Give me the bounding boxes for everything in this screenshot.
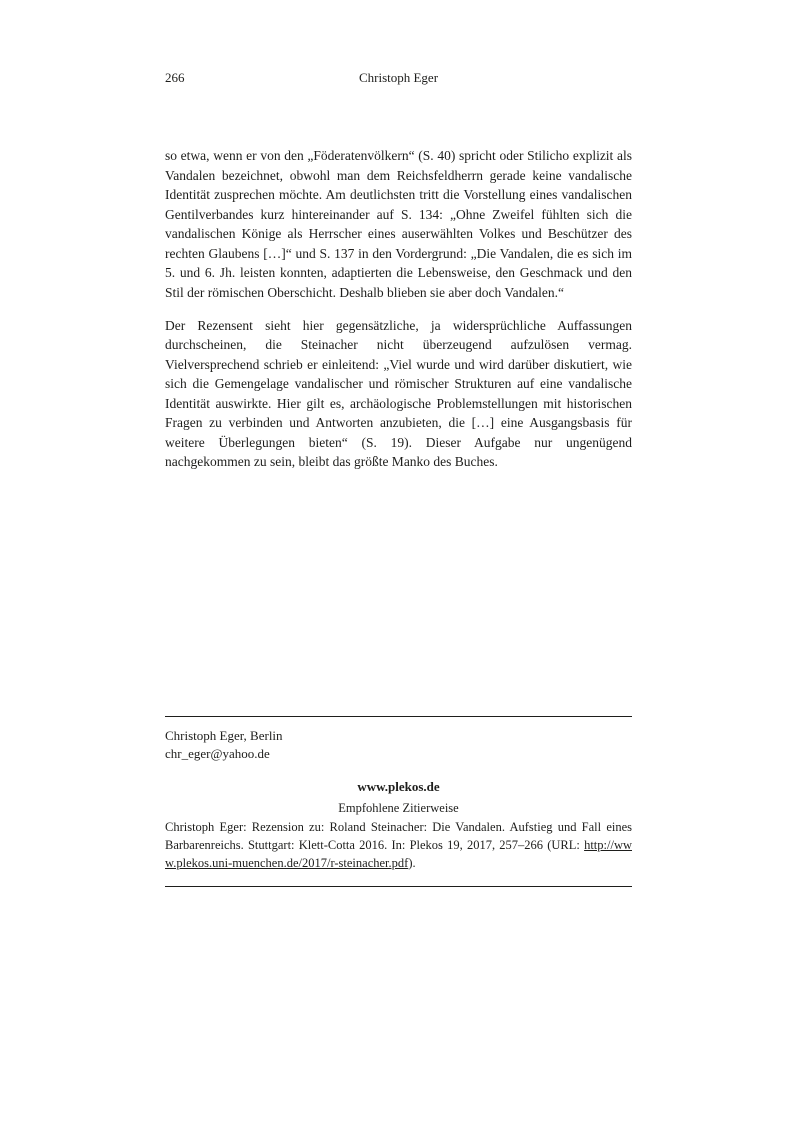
- content-column: [165, 70, 632, 485]
- footer-bottom-rule: [165, 886, 632, 887]
- body-paragraph: so etwa, wenn er von den „Föderatenvölkern“ (S. 40) spricht oder Stilicho explizit als Vandalen bezeichnet, obwohl man dem Reichsfeldherrn gerade keine vandalische Identität zusprechen möchte. Am deutlichsten tritt die Vorstellung eines vandalischen Gentilverbandes kurz hintereinander auf S. 134: „Ohne Zweifel fühlten sich die vandalischen Könige als Herrscher eines auserwählten Volkes und Beschützer des rechten Glaubens […]“ und S. 137 in den Vordergrund: „Die Vandalen, die es sich im 5. und 6. Jh. leisten konnten, adaptierten die Lebensweise, den Geschmack und den Stil der römischen Oberschicht. Deshalb blieben sie aber doch Vandalen.“: [165, 148, 632, 300]
- journal-site: www.plekos.de: [357, 779, 440, 795]
- author-affiliation: Christoph Eger, Berlin: [165, 728, 283, 743]
- citation-text-after-url: ).: [408, 856, 416, 871]
- running-header: [165, 70, 632, 86]
- citation-url-link[interactable]: http://www.plekos.uni-muenchen.de/2017/r-steinacher.pdf: [165, 838, 632, 871]
- footer-top-rule: [165, 716, 632, 717]
- page-footer: [165, 716, 632, 887]
- page-number: 266: [165, 70, 185, 85]
- author-block: [165, 727, 632, 762]
- citation-heading: Empfohlene Zitierweise: [338, 801, 459, 816]
- recommended-citation: [165, 818, 632, 872]
- running-header-author: Christoph Eger: [358, 70, 439, 85]
- author-email: chr_eger@yahoo.de: [165, 745, 270, 761]
- body-paragraph: Der Rezensent sieht hier gegensätzliche, ja widersprüchliche Auffassungen durchscheinen, die Steinacher nicht überzeugend aufzulösen vermag. Vielversprechend schrieb er einleitend: „Viel wurde und wird darüber diskutiert, wie sich die Gemengelage vandalischer und römischer Strukturen auf eine vandalische Identität auswirkte. Hier gilt es, archäologische Problemstellungen mit historischen Fragen zu verbinden und Antworten anzubieten, die […] eine Ausgangsbasis für weitere Überlegungen bieten“ (S. 19). Dieser Aufgabe nur ungenügend nachgekommen zu sein, bleibt das größte Manko des Buches.: [165, 317, 632, 470]
- review-body: [165, 146, 632, 472]
- citation-text: Christoph Eger: Rezension zu: Roland Steinacher: Die Vandalen. Aufstieg und Fall eines Barbarenreichs. Stuttgart: Klett-Cotta 2016. In: Plekos 19, 2017, 257–266 (URL:: [165, 820, 632, 853]
